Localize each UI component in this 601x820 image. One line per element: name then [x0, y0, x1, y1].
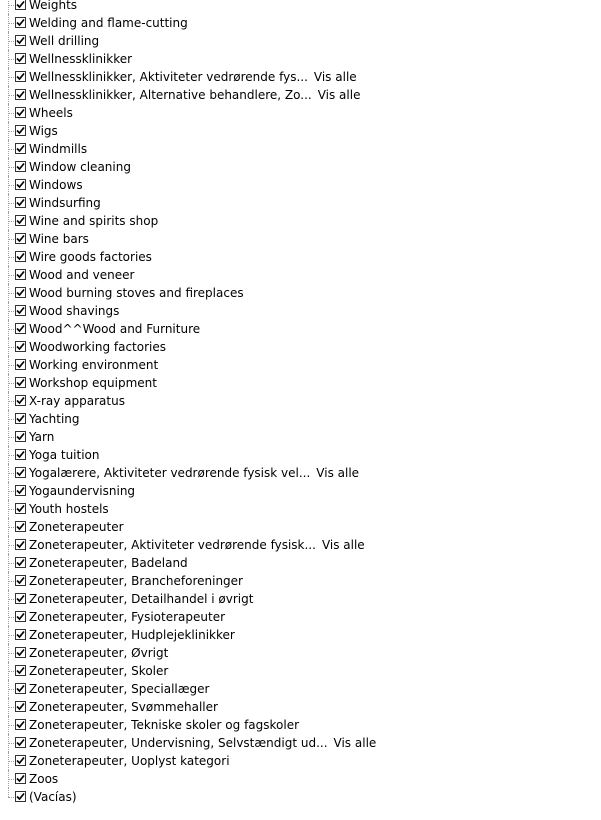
checkmark-icon [16, 180, 25, 189]
item-label[interactable] [29, 376, 157, 390]
tree-item[interactable] [0, 14, 601, 32]
item-label-text: Zoneterapeuter, Øvrigt [29, 646, 169, 660]
tree-item[interactable] [0, 428, 601, 446]
checkmark-icon [16, 522, 25, 531]
item-label[interactable] [29, 268, 134, 282]
item-checkbox[interactable] [15, 575, 26, 586]
item-checkbox[interactable] [15, 251, 26, 262]
item-label[interactable] [29, 790, 77, 804]
tree-item[interactable] [0, 662, 601, 680]
checkmark-icon [16, 450, 25, 459]
item-label[interactable] [29, 484, 135, 498]
checkmark-icon [16, 630, 25, 639]
item-label-text: Zoneterapeuter, Speciallæger [29, 682, 210, 696]
item-label[interactable] [29, 394, 125, 408]
item-checkbox[interactable] [15, 341, 26, 352]
item-label[interactable] [29, 466, 359, 480]
tree-item[interactable] [0, 248, 601, 266]
tree-item[interactable] [0, 482, 601, 500]
item-label-text: Wheels [29, 106, 73, 120]
item-checkbox[interactable] [15, 593, 26, 604]
item-checkbox[interactable] [15, 323, 26, 334]
item-label-text: Zoneterapeuter, Aktiviteter vedrørende fysisk... [29, 538, 316, 552]
item-label[interactable] [29, 592, 253, 606]
item-label-text: Zoneterapeuter, Detailhandel i øvrigt [29, 592, 254, 606]
item-checkbox[interactable] [15, 737, 26, 748]
item-checkbox[interactable] [15, 377, 26, 388]
item-label-text: Zoneterapeuter, Tekniske skoler og fagskoler [29, 718, 300, 732]
item-label[interactable] [29, 322, 200, 336]
checkmark-icon [16, 72, 25, 81]
item-checkbox[interactable] [15, 161, 26, 172]
item-checkbox[interactable] [15, 449, 26, 460]
item-checkbox[interactable] [15, 179, 26, 190]
item-label-text: Zoneterapeuter [29, 520, 124, 534]
tree-guide-line [8, 0, 9, 14]
tree-item[interactable] [0, 284, 601, 302]
item-label-text: Yarn [29, 430, 55, 444]
checkmark-icon [16, 360, 25, 369]
item-checkbox[interactable] [15, 143, 26, 154]
item-checkbox[interactable] [15, 773, 26, 784]
tree-item[interactable] [0, 752, 601, 770]
tree-guide-line [8, 788, 9, 797]
item-checkbox[interactable] [15, 359, 26, 370]
tree-item[interactable] [0, 698, 601, 716]
tree-item[interactable] [0, 302, 601, 320]
item-checkbox[interactable] [15, 701, 26, 712]
item-checkbox[interactable] [15, 665, 26, 676]
item-label-text: Wigs [29, 124, 58, 138]
item-label-text: Wire goods factories [29, 250, 152, 264]
tree-item[interactable] [0, 158, 601, 176]
checkmark-icon [16, 378, 25, 387]
item-label-text: Yogaundervisning [29, 484, 136, 498]
item-label-text: Wine bars [29, 232, 89, 246]
checkmark-icon [16, 414, 25, 423]
item-checkbox[interactable] [15, 233, 26, 244]
item-label[interactable] [29, 628, 235, 642]
item-label[interactable] [29, 232, 89, 246]
tree-item[interactable] [0, 50, 601, 68]
item-label-text: Zoneterapeuter, Skoler [29, 664, 169, 678]
tree-item[interactable] [0, 536, 601, 554]
tree-item[interactable] [0, 446, 601, 464]
item-checkbox[interactable] [15, 395, 26, 406]
item-label-text: Zoneterapeuter, Undervisning, Selvstændigt ud... [29, 736, 328, 750]
item-label-text: (Vacías) [29, 790, 77, 804]
item-checkbox[interactable] [15, 71, 26, 82]
tree-item[interactable] [0, 410, 601, 428]
item-checkbox[interactable] [15, 485, 26, 496]
item-label[interactable] [29, 88, 360, 102]
tree-item[interactable] [0, 320, 601, 338]
item-label[interactable] [29, 574, 243, 588]
item-label[interactable] [29, 16, 188, 30]
item-label-text: Wine and spirits shop [29, 214, 159, 228]
item-label[interactable] [29, 412, 80, 426]
checkmark-icon [16, 396, 25, 405]
tree-item[interactable] [0, 194, 601, 212]
item-label[interactable] [29, 214, 158, 228]
checkmark-icon [16, 594, 25, 603]
item-label[interactable] [29, 196, 101, 210]
item-checkbox[interactable] [15, 305, 26, 316]
tree-item[interactable] [0, 140, 601, 158]
item-checkbox[interactable] [15, 467, 26, 478]
item-label[interactable] [29, 664, 168, 678]
checkmark-icon [16, 288, 25, 297]
checkmark-icon [16, 144, 25, 153]
checkmark-icon [16, 720, 25, 729]
item-checkbox[interactable] [15, 0, 26, 10]
item-label-text: Wood^^Wood and Furniture [29, 322, 201, 336]
checkmark-icon [16, 90, 25, 99]
item-label-text: Zoneterapeuter, Brancheforeninger [29, 574, 243, 588]
tree-item[interactable] [0, 104, 601, 122]
show-all-link[interactable]: Vis alle [333, 736, 377, 750]
item-label[interactable] [29, 502, 109, 516]
item-label[interactable] [29, 124, 58, 138]
show-all-link[interactable]: Vis alle [321, 538, 365, 552]
tree-item[interactable] [0, 266, 601, 284]
checkmark-icon [16, 0, 25, 9]
item-label-text: Zoneterapeuter, Badeland [29, 556, 188, 570]
item-checkbox[interactable] [15, 521, 26, 532]
tree-item[interactable] [0, 590, 601, 608]
item-label[interactable] [29, 358, 158, 372]
item-checkbox[interactable] [15, 197, 26, 208]
item-label-text: Zoneterapeuter, Hudplejeklinikker [29, 628, 235, 642]
checkmark-icon [16, 540, 25, 549]
item-checkbox[interactable] [15, 539, 26, 550]
item-checkbox[interactable] [15, 755, 26, 766]
item-checkbox[interactable] [15, 413, 26, 424]
item-label-text: Windows [29, 178, 83, 192]
tree-item[interactable] [0, 68, 601, 86]
item-checkbox[interactable] [15, 89, 26, 100]
tree-item[interactable] [0, 626, 601, 644]
checkmark-icon [16, 342, 25, 351]
item-label-text: Wellnessklinikker, Alternative behandlere, Zo... [29, 88, 312, 102]
tree-item[interactable] [0, 734, 601, 752]
item-label[interactable] [29, 718, 299, 732]
tree-item[interactable] [0, 356, 601, 374]
item-label-text: Weights [29, 0, 78, 12]
item-checkbox[interactable] [15, 53, 26, 64]
item-checkbox[interactable] [15, 287, 26, 298]
item-label[interactable] [29, 142, 87, 156]
checkmark-icon [16, 18, 25, 27]
item-checkbox[interactable] [15, 269, 26, 280]
checkmark-icon [16, 324, 25, 333]
item-checkbox[interactable] [15, 791, 26, 802]
item-label[interactable] [29, 430, 54, 444]
checkmark-icon [16, 234, 25, 243]
item-checkbox[interactable] [15, 17, 26, 28]
item-label-text: Wellnessklinikker, Aktiviteter vedrørende fys... [29, 70, 308, 84]
item-label[interactable] [29, 106, 73, 120]
tree-item[interactable] [0, 518, 601, 536]
item-checkbox[interactable] [15, 629, 26, 640]
show-all-link[interactable]: Vis alle [313, 70, 357, 84]
tree-item[interactable] [0, 716, 601, 734]
item-checkbox[interactable] [15, 647, 26, 658]
item-label-text: Windsurfing [29, 196, 101, 210]
item-label-text: Welding and flame-cutting [29, 16, 188, 30]
item-label-text: Working environment [29, 358, 159, 372]
item-label-text: Wood burning stoves and fireplaces [29, 286, 244, 300]
item-label-text: Well drilling [29, 34, 100, 48]
tree-item[interactable] [0, 176, 601, 194]
checkmark-icon [16, 270, 25, 279]
item-label[interactable] [29, 0, 77, 12]
item-label[interactable] [29, 286, 244, 300]
checkmark-icon [16, 216, 25, 225]
item-label-text: Zoneterapeuter, Uoplyst kategori [29, 754, 230, 768]
item-label-text: Zoneterapeuter, Svømmehaller [29, 700, 218, 714]
checkmark-icon [16, 684, 25, 693]
tree-item[interactable] [0, 338, 601, 356]
item-label-text: Workshop equipment [29, 376, 157, 390]
tree-item[interactable] [0, 0, 601, 14]
item-checkbox[interactable] [15, 683, 26, 694]
tree-item[interactable] [0, 464, 601, 482]
tree-item[interactable] [0, 680, 601, 698]
tree-item[interactable] [0, 770, 601, 788]
checkmark-icon [16, 126, 25, 135]
item-checkbox[interactable] [15, 107, 26, 118]
item-label[interactable] [29, 160, 131, 174]
checkmark-icon [16, 774, 25, 783]
item-label-text: Woodworking factories [29, 340, 166, 354]
item-label[interactable] [29, 646, 168, 660]
checkmark-icon [16, 162, 25, 171]
item-label-text: Wood and veneer [29, 268, 135, 282]
checkmark-icon [16, 756, 25, 765]
item-label-text: Youth hostels [29, 502, 109, 516]
item-label[interactable] [29, 250, 152, 264]
checkmark-icon [16, 108, 25, 117]
item-label[interactable] [29, 610, 225, 624]
item-checkbox[interactable] [15, 215, 26, 226]
tree-item[interactable] [0, 608, 601, 626]
item-label[interactable] [29, 52, 132, 66]
checkmark-icon [16, 36, 25, 45]
item-label[interactable] [29, 448, 100, 462]
item-checkbox[interactable] [15, 611, 26, 622]
item-label-text: Yoga tuition [29, 448, 100, 462]
item-label[interactable] [29, 754, 230, 768]
checkmark-icon [16, 666, 25, 675]
checkmark-icon [16, 738, 25, 747]
item-checkbox[interactable] [15, 557, 26, 568]
item-checkbox[interactable] [15, 719, 26, 730]
checkmark-icon [16, 198, 25, 207]
checkmark-icon [16, 576, 25, 585]
tree-item[interactable] [0, 392, 601, 410]
checkmark-icon [16, 54, 25, 63]
item-label-text: X-ray apparatus [29, 394, 125, 408]
checkmark-icon [16, 468, 25, 477]
item-checkbox[interactable] [15, 125, 26, 136]
checkmark-icon [16, 702, 25, 711]
show-all-link[interactable]: Vis alle [317, 88, 361, 102]
item-label-text: Window cleaning [29, 160, 131, 174]
item-label[interactable] [29, 340, 166, 354]
tree-item[interactable] [0, 212, 601, 230]
item-label-text: Windmills [29, 142, 88, 156]
checkmark-icon [16, 648, 25, 657]
item-label-text: Wellnessklinikker [29, 52, 133, 66]
checkmark-icon [16, 612, 25, 621]
item-label[interactable] [29, 34, 99, 48]
tree-item[interactable] [0, 554, 601, 572]
tree-item[interactable] [0, 32, 601, 50]
item-label-text: Wood shavings [29, 304, 120, 318]
checkmark-icon [16, 504, 25, 513]
item-label[interactable] [29, 178, 83, 192]
item-label[interactable] [29, 520, 124, 534]
checkmark-icon [16, 306, 25, 315]
tree-item[interactable] [0, 500, 601, 518]
item-label[interactable] [29, 556, 188, 570]
checkmark-icon [16, 792, 25, 801]
item-label-text: Zoneterapeuter, Fysioterapeuter [29, 610, 226, 624]
tree-item[interactable] [0, 644, 601, 662]
checkmark-icon [16, 558, 25, 567]
item-label[interactable] [29, 700, 218, 714]
item-label-text: Yogalærere, Aktiviteter vedrørende fysisk vel... [29, 466, 311, 480]
item-checkbox[interactable] [15, 431, 26, 442]
checkmark-icon [16, 486, 25, 495]
tree-item[interactable] [0, 788, 601, 806]
show-all-link[interactable]: Vis alle [316, 466, 360, 480]
item-label[interactable] [29, 772, 58, 786]
tree-item[interactable] [0, 122, 601, 140]
item-label[interactable] [29, 682, 209, 696]
tree-item[interactable] [0, 230, 601, 248]
item-label[interactable] [29, 538, 365, 552]
tree-item[interactable] [0, 572, 601, 590]
checkmark-icon [16, 432, 25, 441]
item-label-text: Zoos [29, 772, 59, 786]
tree-item[interactable] [0, 374, 601, 392]
item-label[interactable] [29, 736, 376, 750]
checkmark-icon [16, 252, 25, 261]
item-label[interactable] [29, 304, 119, 318]
item-checkbox[interactable] [15, 503, 26, 514]
item-label-text: Yachting [29, 412, 80, 426]
item-label[interactable] [29, 70, 357, 84]
item-checkbox[interactable] [15, 35, 26, 46]
tree-item[interactable] [0, 86, 601, 104]
